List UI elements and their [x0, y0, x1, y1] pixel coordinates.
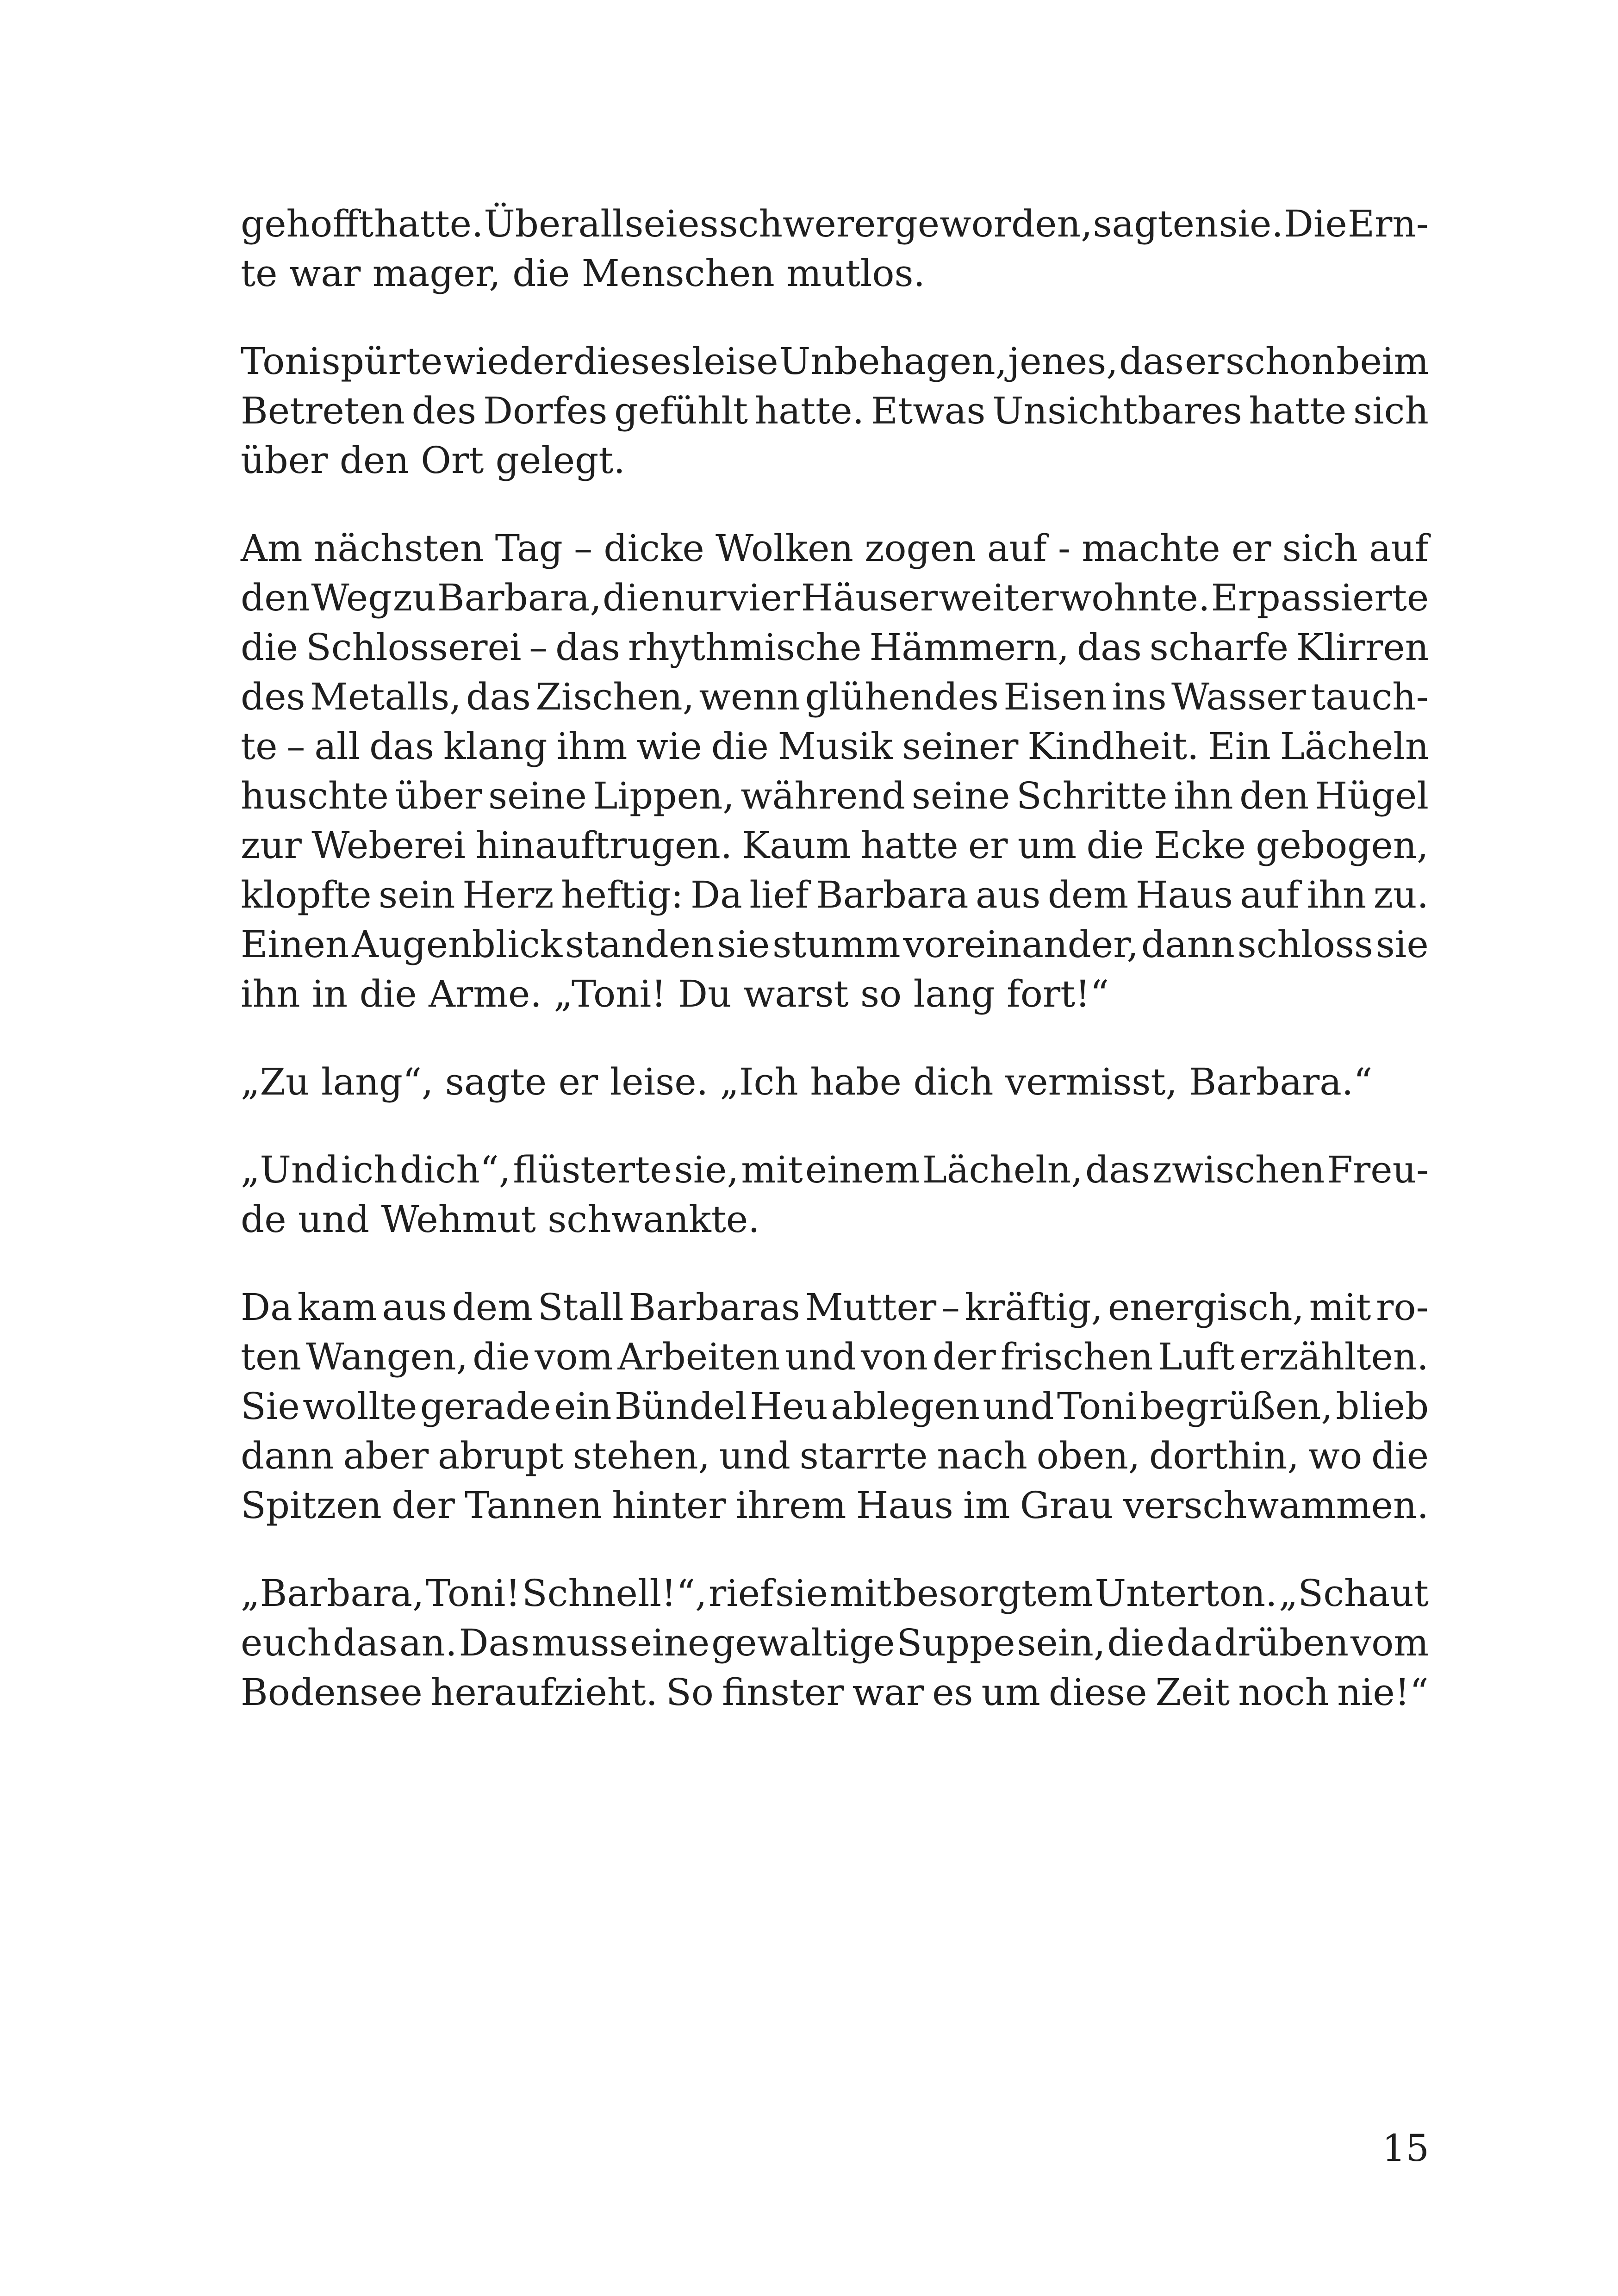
text-line: Spitzen der Tannen hinter ihrem Haus im Grau verschwammen. [241, 1484, 1429, 1527]
text-line: Bodensee heraufzieht. So finster war es um diese Zeit noch nie!“ [241, 1671, 1429, 1714]
text-line: euch das an. Das muss eine gewaltige Suppe sein, die da drüben vom [241, 1621, 1429, 1664]
text-line: ten Wangen, die vom Arbeiten und von der frischen Luft erzählten. [241, 1335, 1429, 1378]
paragraph [241, 523, 1429, 1019]
text-line: „Und ich dich“, flüsterte sie, mit einem Lächeln, das zwischen Freu- [241, 1148, 1429, 1191]
text-line: Am nächsten Tag – dicke Wolken zogen auf - machte er sich auf [241, 527, 1429, 570]
text-line: „Zu lang“, sagte er leise. „Ich habe dich vermisst, Barbara.“ [241, 1060, 1373, 1103]
text-line: klopfte sein Herz heftig: Da lief Barbara aus dem Haus auf ihn zu. [241, 873, 1429, 916]
text-line: te war mager, die Menschen mutlos. [241, 252, 925, 295]
text-line: des Metalls, das Zischen, wenn glühendes Eisen ins Wasser tauch- [241, 675, 1429, 718]
text-line: die Schlosserei – das rhythmische Hämmern, das scharfe Klirren [241, 626, 1429, 669]
text-line: dann aber abrupt stehen, und starrte nach oben, dorthin, wo die [241, 1434, 1429, 1477]
text-line: „Barbara, Toni! Schnell!“, rief sie mit besorgtem Unterton. „Schaut [241, 1572, 1429, 1615]
text-line: Einen Augenblick standen sie stumm voreinander, dann schloss sie [241, 923, 1429, 966]
text-line: gehofft hatte. Überall sei es schwerer geworden, sagten sie. Die Ern- [241, 202, 1429, 245]
body-text [241, 199, 1429, 1717]
text-line: über den Ort gelegt. [241, 439, 625, 482]
text-line: ihn in die Arme. „Toni! Du warst so lang fort!“ [241, 972, 1109, 1015]
paragraph [241, 199, 1429, 298]
text-line: Betreten des Dorfes gefühlt hatte. Etwas Unsichtbares hatte sich [241, 389, 1429, 432]
text-line: huschte über seine Lippen, während seine Schritte ihn den Hügel [241, 774, 1429, 817]
paragraph [241, 1057, 1429, 1107]
text-line: Sie wollte gerade ein Bündel Heu ablegen und Toni begrüßen, blieb [241, 1385, 1429, 1428]
paragraph [241, 1145, 1429, 1244]
paragraph [241, 336, 1429, 485]
text-line: zur Weberei hinauftrugen. Kaum hatte er um die Ecke gebogen, [241, 824, 1429, 867]
page-number: 15 [1382, 2127, 1429, 2170]
text-line: den Weg zu Barbara, die nur vier Häuser weiter wohnte. Er passierte [241, 576, 1429, 619]
text-line: Da kam aus dem Stall Barbaras Mutter – kräftig, energisch, mit ro- [241, 1286, 1429, 1329]
text-line: te – all das klang ihm wie die Musik seiner Kindheit. Ein Lächeln [241, 725, 1429, 768]
paragraph [241, 1568, 1429, 1717]
paragraph [241, 1282, 1429, 1530]
text-line: de und Wehmut schwankte. [241, 1198, 760, 1241]
text-line: Toni spürte wieder dieses leise Unbehagen, jenes, das er schon beim [241, 340, 1429, 383]
